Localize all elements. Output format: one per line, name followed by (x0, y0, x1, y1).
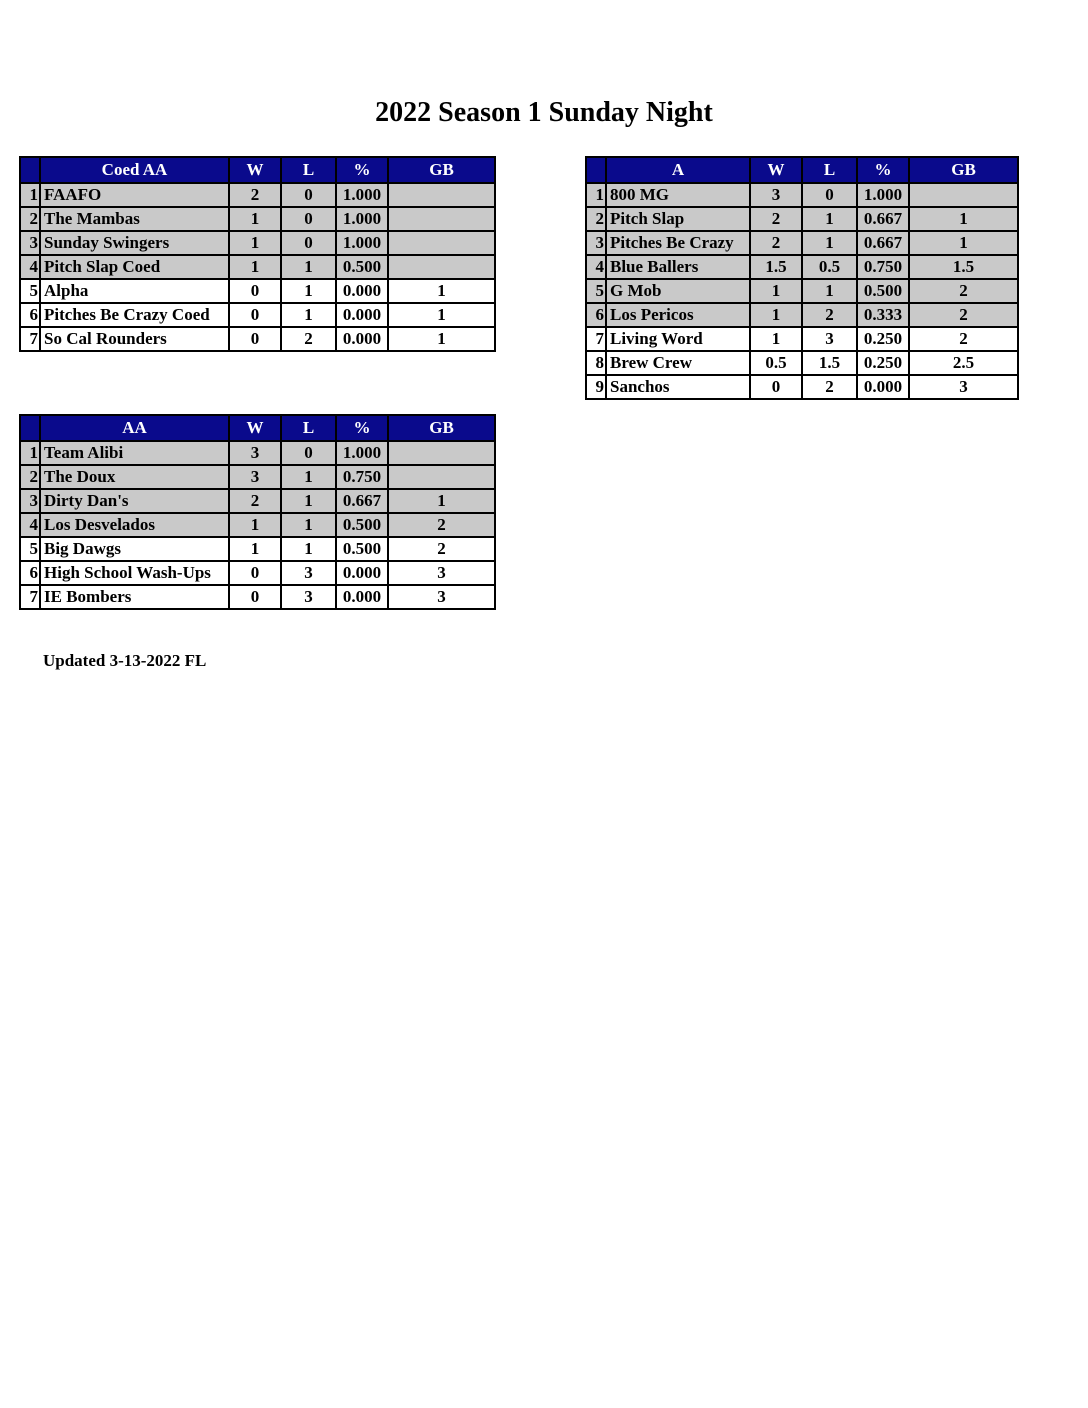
table-row (20, 489, 495, 513)
division-header: AA (40, 415, 229, 441)
wins-cell: 1 (750, 327, 802, 351)
gb-cell: 2 (388, 537, 495, 561)
wins-cell: 2 (229, 489, 281, 513)
team-cell: FAAFO (40, 183, 229, 207)
wins-cell: 2 (750, 207, 802, 231)
gb-cell: 1 (909, 207, 1018, 231)
wins-cell: 0 (229, 585, 281, 609)
gb-cell: 2 (388, 513, 495, 537)
table-row (20, 561, 495, 585)
wins-cell: 2 (229, 183, 281, 207)
pct-cell: 0.250 (857, 351, 909, 375)
losses-cell: 1 (281, 465, 336, 489)
gb-cell: 2 (909, 303, 1018, 327)
rank-header (20, 157, 40, 183)
table-row (20, 279, 495, 303)
page-title: 2022 Season 1 Sunday Night (375, 97, 713, 128)
losses-header: L (281, 415, 336, 441)
wins-cell: 0 (229, 327, 281, 351)
pct-cell: 0.500 (336, 537, 388, 561)
rank-cell: 1 (20, 183, 40, 207)
rank-cell: 9 (586, 375, 606, 399)
pct-cell: 1.000 (336, 183, 388, 207)
wins-cell: 0 (229, 279, 281, 303)
division-header: Coed AA (40, 157, 229, 183)
wins-header: W (229, 157, 281, 183)
losses-cell: 0.5 (802, 255, 857, 279)
gb-cell: 2.5 (909, 351, 1018, 375)
losses-cell: 3 (281, 561, 336, 585)
losses-cell: 0 (281, 231, 336, 255)
gb-header: GB (388, 157, 495, 183)
wins-cell: 3 (229, 465, 281, 489)
wins-cell: 1 (229, 537, 281, 561)
losses-cell: 1 (281, 255, 336, 279)
table-row (20, 183, 495, 207)
gb-cell: 1.5 (909, 255, 1018, 279)
losses-cell: 1 (802, 279, 857, 303)
wins-header: W (229, 415, 281, 441)
team-cell: Living Word (606, 327, 750, 351)
team-cell: Dirty Dan's (40, 489, 229, 513)
pct-cell: 0.333 (857, 303, 909, 327)
pct-cell: 0.500 (336, 513, 388, 537)
rank-cell: 7 (20, 585, 40, 609)
wins-cell: 2 (750, 231, 802, 255)
wins-cell: 1 (229, 207, 281, 231)
rank-cell: 6 (20, 303, 40, 327)
gb-cell: 3 (388, 561, 495, 585)
losses-cell: 1 (802, 207, 857, 231)
rank-cell: 3 (20, 231, 40, 255)
losses-cell: 1 (281, 279, 336, 303)
rank-cell: 2 (20, 207, 40, 231)
gb-cell (388, 255, 495, 279)
pct-cell: 1.000 (336, 207, 388, 231)
team-cell: Pitch Slap Coed (40, 255, 229, 279)
wins-cell: 0 (750, 375, 802, 399)
table-row (20, 207, 495, 231)
pct-cell: 0.750 (857, 255, 909, 279)
wins-cell: 1 (750, 279, 802, 303)
table-row (586, 375, 1018, 399)
pct-header: % (336, 415, 388, 441)
rank-cell: 2 (20, 465, 40, 489)
team-cell: 800 MG (606, 183, 750, 207)
losses-cell: 3 (802, 327, 857, 351)
wins-cell: 3 (750, 183, 802, 207)
updated-note: Updated 3-13-2022 FL (43, 651, 207, 670)
gb-cell (388, 441, 495, 465)
coed-aa-standings-table (19, 156, 496, 352)
table-row (20, 513, 495, 537)
rank-cell: 5 (586, 279, 606, 303)
rank-cell: 8 (586, 351, 606, 375)
table-row (20, 255, 495, 279)
losses-cell: 1 (802, 231, 857, 255)
losses-cell: 0 (802, 183, 857, 207)
losses-cell: 1.5 (802, 351, 857, 375)
table-row (586, 351, 1018, 375)
team-cell: Pitch Slap (606, 207, 750, 231)
table-row (586, 231, 1018, 255)
rank-cell: 6 (586, 303, 606, 327)
losses-header: L (802, 157, 857, 183)
pct-cell: 0.000 (336, 327, 388, 351)
team-cell: Los Pericos (606, 303, 750, 327)
gb-cell: 1 (388, 303, 495, 327)
gb-cell (388, 207, 495, 231)
pct-cell: 0.000 (336, 279, 388, 303)
rank-cell: 4 (586, 255, 606, 279)
rank-cell: 5 (20, 279, 40, 303)
table-row (20, 231, 495, 255)
aa-standings-table (19, 414, 496, 610)
gb-cell: 2 (909, 327, 1018, 351)
losses-cell: 3 (281, 585, 336, 609)
rank-cell: 1 (586, 183, 606, 207)
team-cell: Sunday Swingers (40, 231, 229, 255)
rank-header (20, 415, 40, 441)
losses-cell: 0 (281, 207, 336, 231)
pct-cell: 1.000 (336, 441, 388, 465)
team-cell: Pitches Be Crazy Coed (40, 303, 229, 327)
team-cell: High School Wash-Ups (40, 561, 229, 585)
a-standings-table (585, 156, 1019, 400)
gb-cell: 1 (388, 279, 495, 303)
gb-cell: 3 (909, 375, 1018, 399)
gb-cell: 3 (388, 585, 495, 609)
rank-cell: 4 (20, 513, 40, 537)
wins-cell: 0.5 (750, 351, 802, 375)
losses-cell: 1 (281, 513, 336, 537)
rank-cell: 2 (586, 207, 606, 231)
team-cell: Sanchos (606, 375, 750, 399)
wins-cell: 0 (229, 561, 281, 585)
pct-cell: 0.000 (336, 585, 388, 609)
losses-cell: 0 (281, 183, 336, 207)
rank-cell: 7 (20, 327, 40, 351)
pct-cell: 0.667 (857, 207, 909, 231)
table-row (586, 279, 1018, 303)
pct-cell: 1.000 (336, 231, 388, 255)
pct-header: % (336, 157, 388, 183)
losses-cell: 2 (802, 303, 857, 327)
pct-cell: 0.000 (336, 303, 388, 327)
table-row (20, 303, 495, 327)
rank-cell: 7 (586, 327, 606, 351)
pct-cell: 0.500 (857, 279, 909, 303)
losses-header: L (281, 157, 336, 183)
team-cell: Alpha (40, 279, 229, 303)
pct-header: % (857, 157, 909, 183)
team-cell: IE Bombers (40, 585, 229, 609)
team-cell: Brew Crew (606, 351, 750, 375)
gb-cell: 1 (388, 327, 495, 351)
wins-cell: 1 (229, 231, 281, 255)
rank-header (586, 157, 606, 183)
gb-cell (388, 231, 495, 255)
table-row (20, 441, 495, 465)
wins-cell: 1 (750, 303, 802, 327)
team-cell: Los Desvelados (40, 513, 229, 537)
table-row (20, 465, 495, 489)
rank-cell: 1 (20, 441, 40, 465)
pct-cell: 0.500 (336, 255, 388, 279)
wins-header: W (750, 157, 802, 183)
pct-cell: 1.000 (857, 183, 909, 207)
team-cell: G Mob (606, 279, 750, 303)
pct-cell: 0.000 (857, 375, 909, 399)
table-row (586, 255, 1018, 279)
losses-cell: 2 (281, 327, 336, 351)
team-cell: Pitches Be Crazy (606, 231, 750, 255)
gb-header: GB (388, 415, 495, 441)
losses-cell: 1 (281, 489, 336, 513)
team-cell: The Mambas (40, 207, 229, 231)
gb-cell (909, 183, 1018, 207)
header-row (586, 157, 1018, 183)
wins-cell: 1 (229, 255, 281, 279)
gb-cell (388, 465, 495, 489)
table-row (20, 585, 495, 609)
losses-cell: 2 (802, 375, 857, 399)
division-header: A (606, 157, 750, 183)
rank-cell: 4 (20, 255, 40, 279)
losses-cell: 0 (281, 441, 336, 465)
table-row (20, 327, 495, 351)
losses-cell: 1 (281, 303, 336, 327)
losses-cell: 1 (281, 537, 336, 561)
wins-cell: 0 (229, 303, 281, 327)
gb-cell: 1 (909, 231, 1018, 255)
team-cell: So Cal Rounders (40, 327, 229, 351)
pct-cell: 0.667 (336, 489, 388, 513)
wins-cell: 3 (229, 441, 281, 465)
rank-cell: 3 (20, 489, 40, 513)
gb-cell: 2 (909, 279, 1018, 303)
gb-cell (388, 183, 495, 207)
table-row (586, 183, 1018, 207)
table-row (586, 327, 1018, 351)
rank-cell: 5 (20, 537, 40, 561)
table-row (586, 303, 1018, 327)
team-cell: Team Alibi (40, 441, 229, 465)
pct-cell: 0.000 (336, 561, 388, 585)
header-row (20, 157, 495, 183)
wins-cell: 1 (229, 513, 281, 537)
pct-cell: 0.750 (336, 465, 388, 489)
team-cell: Big Dawgs (40, 537, 229, 561)
wins-cell: 1.5 (750, 255, 802, 279)
table-row (586, 207, 1018, 231)
team-cell: The Doux (40, 465, 229, 489)
table-row (20, 537, 495, 561)
header-row (20, 415, 495, 441)
gb-cell: 1 (388, 489, 495, 513)
pct-cell: 0.250 (857, 327, 909, 351)
gb-header: GB (909, 157, 1018, 183)
rank-cell: 6 (20, 561, 40, 585)
rank-cell: 3 (586, 231, 606, 255)
pct-cell: 0.667 (857, 231, 909, 255)
team-cell: Blue Ballers (606, 255, 750, 279)
